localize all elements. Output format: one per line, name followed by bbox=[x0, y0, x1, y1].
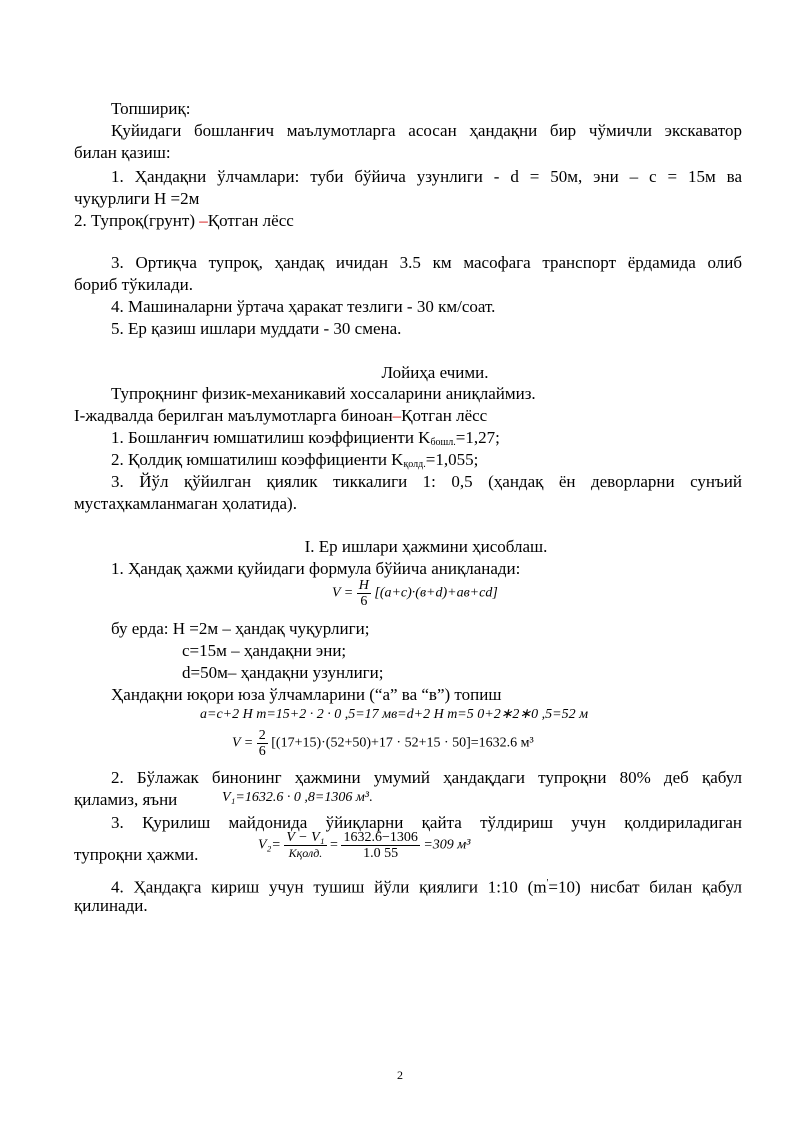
task-item5: 5. Ер қазиш ишлари муддати - 30 смена. bbox=[111, 319, 402, 338]
section1-title: I. Ер ишлари ҳажмини ҳисоблаш. bbox=[304, 537, 548, 556]
formula-v1: V₁=1632.6 · 0 ,8=1306 м³. bbox=[222, 790, 373, 805]
find-top-dims: Ҳандақни юқори юза ўлчамларини (“а” ва “в”) топиш bbox=[111, 685, 502, 704]
task-intro-line2: билан қазиш: bbox=[74, 143, 171, 162]
where-h: бу ерда: H =2м – ҳандақ чуқурлиги; bbox=[111, 619, 370, 638]
task-item2: 2. Тупроқ(грунт) –Қотган лёсс bbox=[74, 211, 294, 230]
task-item3-line1: 3. Ортиқча тупроқ, ҳандақ ичидан 3.5 км масофага транспорт ёрдамида олиб bbox=[111, 253, 742, 272]
solution-title: Лойиҳа ечими. bbox=[381, 363, 489, 382]
where-c: c=15м – ҳандақни эни; bbox=[182, 641, 347, 660]
section1-step2-line1: 2. Бўлажак бинонинг ҳажмини умумий ҳандақдаги тупроқни 80% деб қабул bbox=[111, 768, 742, 787]
section1-step4-line2: қилинади. bbox=[74, 896, 148, 915]
page-number: 2 bbox=[397, 1068, 403, 1082]
task-title: Топшириқ: bbox=[111, 99, 191, 118]
task-item1-line2: чуқурлиги H =2м bbox=[74, 189, 200, 208]
solution-p1: Тупроқнинг физик-механикавий хоссаларини аниқлаймиз. bbox=[111, 384, 536, 403]
section1-step4-line1: 4. Ҳандақга кириш учун тушиш йўли қиялиги 1:10 (m'=10) нисбат билан қабул bbox=[111, 877, 742, 897]
solution-p2: I-жадвалда берилган маълумотларга биноан–Қотган лёсс bbox=[74, 406, 488, 425]
task-item3-line2: бориб тўкилади. bbox=[74, 275, 193, 294]
section1-step3-line2: тупроқни ҳажми. bbox=[74, 845, 199, 864]
coef-initial: 1. Бошланғич юмшатилиш коэффициенти $K_{бошл.}=1,27$; bbox=[111, 428, 500, 448]
formula-v2: V₂= $\frac{\text{V − V₁}}{\text{Kқолд.}}$ = $\frac{1632.6-1306}{1.0 55}$ =309 м³ bbox=[258, 830, 471, 861]
coef-residual: 2. Қолдиқ юмшатилиш коэффициенти $K_{қолд.}=1,055$; bbox=[111, 450, 479, 470]
slope-line2: мустаҳкамланмаган ҳолатида). bbox=[74, 494, 297, 513]
where-d: d=50м– ҳандақни узунлиги; bbox=[182, 663, 384, 682]
section1-step2-line2: қиламиз, яъни bbox=[74, 790, 178, 809]
section1-step1: 1. Ҳандақ ҳажми қуйидаги формула бўйича аниқланади: bbox=[111, 559, 521, 578]
slope-line1: 3. Йўл қўйилган қиялик тиккалиги 1: 0,5 (ҳандақ ён деворларни сунъий bbox=[111, 472, 742, 491]
task-intro-line1: Қуйидаги бошланғич маълумотларга асосан ҳандақни бир чўмичли экскаватор bbox=[111, 121, 742, 140]
red-dash: – bbox=[199, 211, 208, 230]
formula-volume-numeric: V = $\frac{2}{6}$ [(17+15)·(52+50)+17 · 52+15 · 50]=1632.6 м³ bbox=[232, 728, 534, 759]
section1-step3-line1: 3. Қурилиш майдонида ўйиқларни қайта тўлдириш учун қолдириладиган bbox=[111, 813, 742, 832]
formula-volume: V = $\frac{H}{6}$ [(a+c)·(в+d)+aв+cd] bbox=[332, 578, 498, 609]
task-item4: 4. Машиналарни ўртача ҳаракат тезлиги - 30 км/соат. bbox=[111, 297, 496, 316]
red-dash: – bbox=[392, 406, 402, 425]
formula-a-b: a=c+2 H m=15+2 · 2 · 0 ,5=17 мв=d+2 H m=5 0+2∗2∗0 ,5=52 м bbox=[200, 707, 589, 722]
task-item1-line1: 1. Ҳандақни ўлчамлари: туби бўйича узунлиги - d = 50м, эни – c = 15м ва bbox=[111, 167, 742, 186]
